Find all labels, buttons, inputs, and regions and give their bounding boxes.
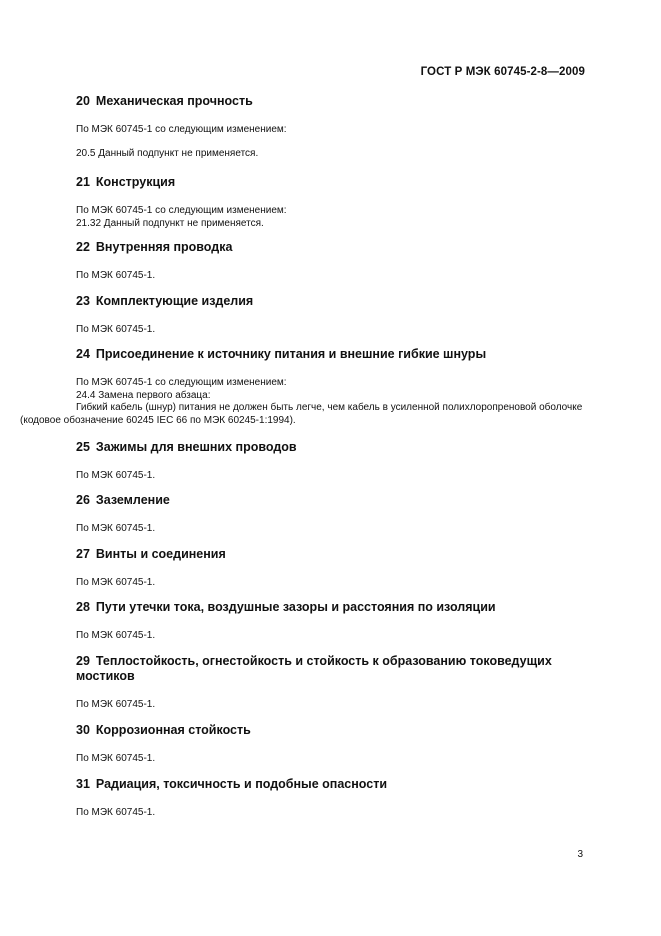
section-title: Винты и соединения xyxy=(95,547,226,561)
section-text: По МЭК 60745-1. xyxy=(76,807,156,818)
section-25 xyxy=(76,440,586,483)
section-title: Радиация, токсичность и подобные опасности xyxy=(95,777,388,791)
section-text: По МЭК 60745-1. xyxy=(76,753,156,764)
section-number: 27 xyxy=(76,547,90,561)
section-number: 31 xyxy=(76,777,90,791)
section-heading xyxy=(76,600,586,615)
section-number: 20 xyxy=(76,94,90,108)
section-number: 21 xyxy=(76,175,90,189)
section-text: По МЭК 60745-1. xyxy=(76,630,156,641)
section-number: 25 xyxy=(76,440,90,454)
section-number: 28 xyxy=(76,600,90,614)
section-26 xyxy=(76,493,586,536)
section-title: Конструкция xyxy=(95,175,176,189)
section-heading xyxy=(76,654,586,684)
section-title: Механическая прочность xyxy=(95,94,253,108)
section-text: По МЭК 60745-1 со следующим изменением: xyxy=(76,205,287,216)
section-text: 24.4 Замена первого абзаца: xyxy=(76,389,211,401)
section-title: Зажимы для внешних проводов xyxy=(95,440,297,454)
section-heading xyxy=(76,777,586,792)
section-24 xyxy=(20,347,586,427)
section-heading xyxy=(76,493,586,508)
section-31 xyxy=(76,777,586,820)
section-text: По МЭК 60745-1 со следующим изменением: xyxy=(76,377,287,388)
section-heading xyxy=(76,94,586,109)
section-heading xyxy=(76,175,586,190)
section-title: Пути утечки тока, воздушные зазоры и расстояния по изоляции xyxy=(95,600,496,614)
section-text: 20.5 Данный подпункт не применяется. xyxy=(76,147,259,159)
section-number: 23 xyxy=(76,294,90,308)
section-30 xyxy=(76,723,586,766)
section-number: 24 xyxy=(76,347,90,361)
section-22 xyxy=(76,240,586,283)
section-text: По МЭК 60745-1. xyxy=(76,523,156,534)
section-23 xyxy=(76,294,586,337)
section-heading xyxy=(76,294,586,309)
section-heading xyxy=(76,240,586,255)
section-number: 22 xyxy=(76,240,90,254)
section-28 xyxy=(76,600,586,643)
section-heading xyxy=(76,347,586,362)
section-27 xyxy=(76,547,586,590)
section-heading xyxy=(76,547,586,562)
section-text: По МЭК 60745-1. xyxy=(76,324,156,335)
section-number: 29 xyxy=(76,654,90,668)
page-number: 3 xyxy=(577,849,583,860)
section-number: 26 xyxy=(76,493,90,507)
section-title: Коррозионная стойкость xyxy=(95,723,251,737)
section-paragraph: Гибкий кабель (шнур) питания не должен быть легче, чем кабель в усиленной полихлоропреновой оболочке (кодовое обозначение 60245 IEC 66 по МЭК 60245-1:1994). xyxy=(20,402,583,426)
section-number: 30 xyxy=(76,723,90,737)
section-heading xyxy=(76,723,586,738)
standard-code-header: ГОСТ Р МЭК 60745-2-8—2009 xyxy=(420,66,585,78)
section-29 xyxy=(76,654,586,712)
section-heading xyxy=(76,440,586,455)
section-text: По МЭК 60745-1. xyxy=(76,699,156,710)
section-21 xyxy=(76,175,586,230)
section-text: 21.32 Данный подпункт не применяется. xyxy=(76,217,264,229)
section-title: Комплектующие изделия xyxy=(95,294,254,308)
section-title: Заземление xyxy=(95,493,170,507)
section-text: По МЭК 60745-1 со следующим изменением: xyxy=(76,124,287,135)
section-text: По МЭК 60745-1. xyxy=(76,577,156,588)
section-text: По МЭК 60745-1. xyxy=(76,470,156,481)
section-title: Присоединение к источнику питания и внешние гибкие шнуры xyxy=(95,347,487,361)
section-20 xyxy=(76,94,586,160)
section-title: Теплостойкость, огнестойкость и стойкость к образованию токоведущих мостиков xyxy=(76,654,552,683)
section-title: Внутренняя проводка xyxy=(95,240,233,254)
section-text: По МЭК 60745-1. xyxy=(76,270,156,281)
